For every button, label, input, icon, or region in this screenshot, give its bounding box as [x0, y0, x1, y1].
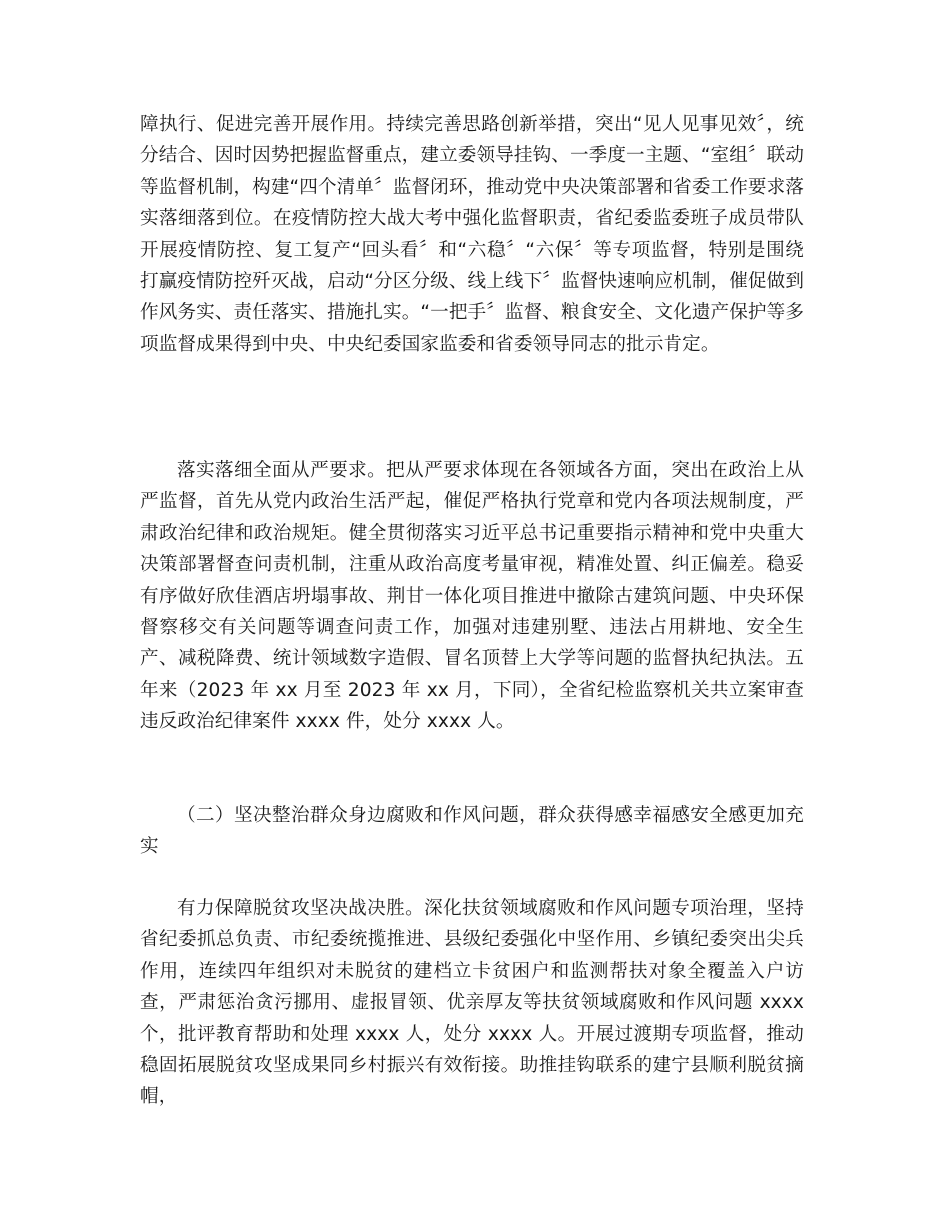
paragraph-strict-requirements: 落实落细全面从严要求。把从严要求体现在各领域各方面，突出在政治上从严监督，首先从党内政治生活严起，催促严格执行党章和党内各项法规制度，严肃政治纪律和政治规矩。健全贯彻落实习近平总书记重要指示精神和党中央重大决策部署督查问责机制，注重从政治高度考量审视，精准处置、纠正偏差。稳妥有序做好欣佳酒店坍塌事故、荆甘一体化项目推进中撤除古建筑问题、中央环保督察移交有关问题等调查问责工作，加强对违建别墅、违法占用耕地、安全生产、减税降费、统计领域数字造假、冒名顶替上大学等问题的监督执纪执法。五年来（2023 年 xx 月至 2023 年 xx 月，下同），全省纪检监察机关共立案审查违反政治纪律案件 xxxx 件，处分 xxxx 人。 — [140, 460, 804, 733]
paragraph-poverty-alleviation: 有力保障脱贫攻坚决战决胜。深化扶贫领域腐败和作风问题专项治理，坚持省纪委抓总负责、市纪委统揽推进、县级纪委强化中坚作用、乡镇纪委突出尖兵作用，连续四年组织对未脱贫的建档立卡贫困户和监测帮扶对象全覆盖入户访查，严肃惩治贪污挪用、虚报冒领、优亲厚友等扶贫领域腐败和作风问题 xxxx 个，批评教育帮助和处理 xxxx 人，处分 xxxx 人。开展过渡期专项监督，推动稳固拓展脱贫攻坚成果同乡村振兴有效衔接。助推挂钩联系的建宁县顺利脱贫摘帽， — [140, 898, 804, 1108]
paragraph-supervision-mechanisms: 障执行、促进完善开展作用。持续完善思路创新举措，突出“见人见事见效〞，统分结合、因时因势把握监督重点，建立委领导挂钩、一季度一主题、“室组〞联动等监督机制，构建“四个清单〞监督闭环，推动党中央决策部署和省委工作要求落实落细落到位。在疫情防控大战大考中强化监督职责，省纪委监委班子成员带队开展疫情防控、复工复产“回头看〞和“六稳〞“六保〞等专项监督，特别是围绕打赢疫情防控歼灭战，启动“分区分级、线上线下〞监督快速响应机制，催促做到作风务实、责任落实、措施扎实。“一把手〞监督、粮食安全、文化遗产保护等多项监督成果得到中央、中央纪委国家监委和省委领导同志的批示肯定。 — [140, 114, 805, 355]
section-heading-2: （二）坚决整治群众身边腐败和作风问题，群众获得感幸福感安全感更加充实 — [140, 805, 804, 858]
